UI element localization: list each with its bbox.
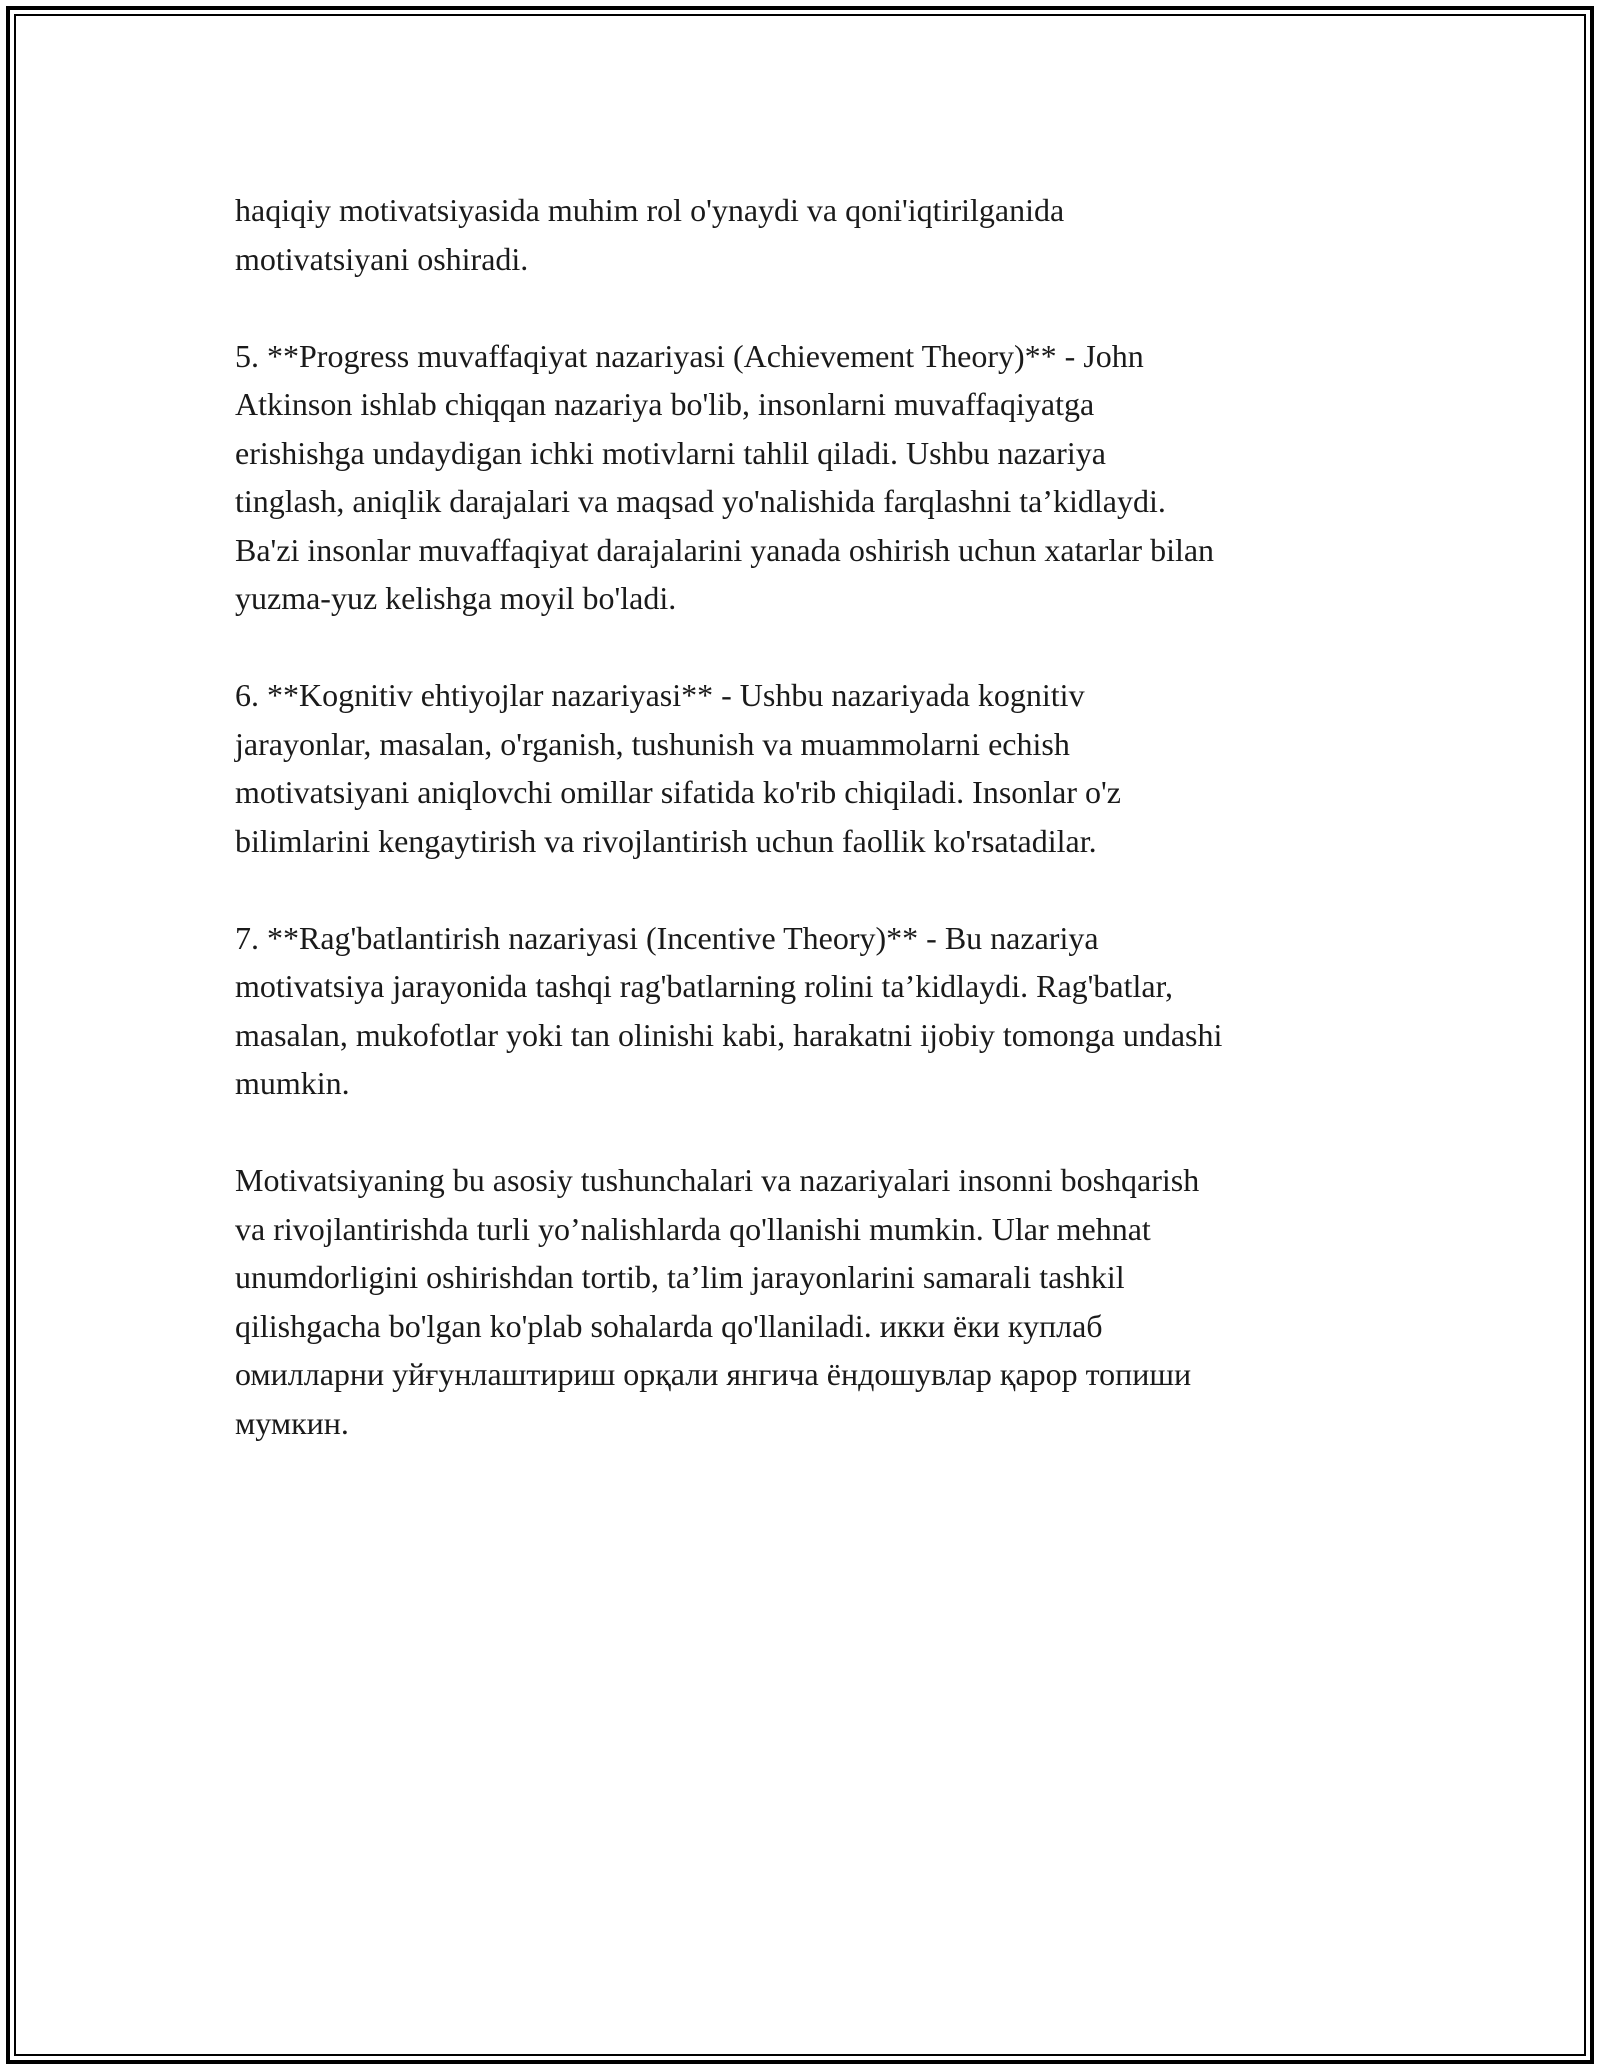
paragraph-conclusion [235, 1156, 1375, 1447]
text-line: омилларни уйғунлаштириш орқали янгича ёндошувлар қарор топиши [235, 1356, 1192, 1392]
paragraph-achievement-theory [235, 332, 1375, 623]
text-line: erishishga undaydigan ichki motivlarni tahlil qiladi. Ushbu nazariya [235, 434, 1106, 471]
text-line: unumdorligini oshirishdan tortib, ta’lim jarayonlarini samarali tashkil [235, 1259, 1125, 1295]
text-line: 6. **Kognitiv ehtiyojlar nazariyasi** - Ushbu nazariyada kognitiv [235, 677, 1085, 713]
text-line: tinglash, aniqlik darajalari va maqsad yo'nalishida farqlashni ta’kidlaydi. [235, 483, 1166, 519]
text-line: motivatsiyani oshiradi. [235, 240, 529, 277]
text-line: masalan, mukofotlar yoki tan olinishi kabi, harakatni ijobiy tomonga undashi [235, 1016, 1223, 1053]
text-line: va rivojlantirishda turli yo’nalishlarda qo'llanishi mumkin. Ular mehnat [235, 1210, 1151, 1247]
text-line: мумкин. [235, 1404, 349, 1441]
text-line: bilimlarini kengaytirish va rivojlantirish uchun faollik ko'rsatadilar. [235, 822, 1097, 859]
text-line: qilishgacha bo'lgan ko'plab sohalarda qo'llaniladi. икки ёки куплаб [235, 1307, 1103, 1344]
paragraph-cognitive-needs-theory [235, 671, 1375, 865]
text-line: Atkinson ishlab chiqqan nazariya bo'lib, insonlarni muvaffaqiyatga [235, 386, 1095, 422]
text-line: haqiqiy motivatsiyasida muhim rol o'ynaydi va qoni'iqtirilganida [235, 192, 1065, 228]
text-line: Motivatsiyaning bu asosiy tushunchalari va nazariyalari insonni boshqarish [235, 1162, 1200, 1198]
text-line: 5. **Progress muvaffaqiyat nazariyasi (Achievement Theory)** - John [235, 337, 1144, 374]
text-line: 7. **Rag'batlantirish nazariyasi (Incentive Theory)** - Bu nazariya [235, 919, 1099, 956]
text-line: mumkin. [235, 1065, 350, 1101]
text-line: motivatsiyani aniqlovchi omillar sifatida ko'rib chiqiladi. Insonlar o'z [235, 774, 1121, 810]
text-line: Ba'zi insonlar muvaffaqiyat darajalarini yanada oshirish uchun xatarlar bilan [235, 531, 1215, 568]
text-line: motivatsiya jarayonida tashqi rag'batlarning rolini ta’kidlaydi. Rag'batlar, [235, 968, 1173, 1004]
text-line: yuzma-yuz kelishga moyil bo'ladi. [235, 580, 677, 616]
document-body [235, 186, 1375, 1496]
text-line: jarayonlar, masalan, o'rganish, tushunish va muammolarni echish [235, 725, 1070, 762]
paragraph-incentive-theory [235, 914, 1375, 1108]
paragraph-intrinsic-continuation [235, 186, 1375, 283]
